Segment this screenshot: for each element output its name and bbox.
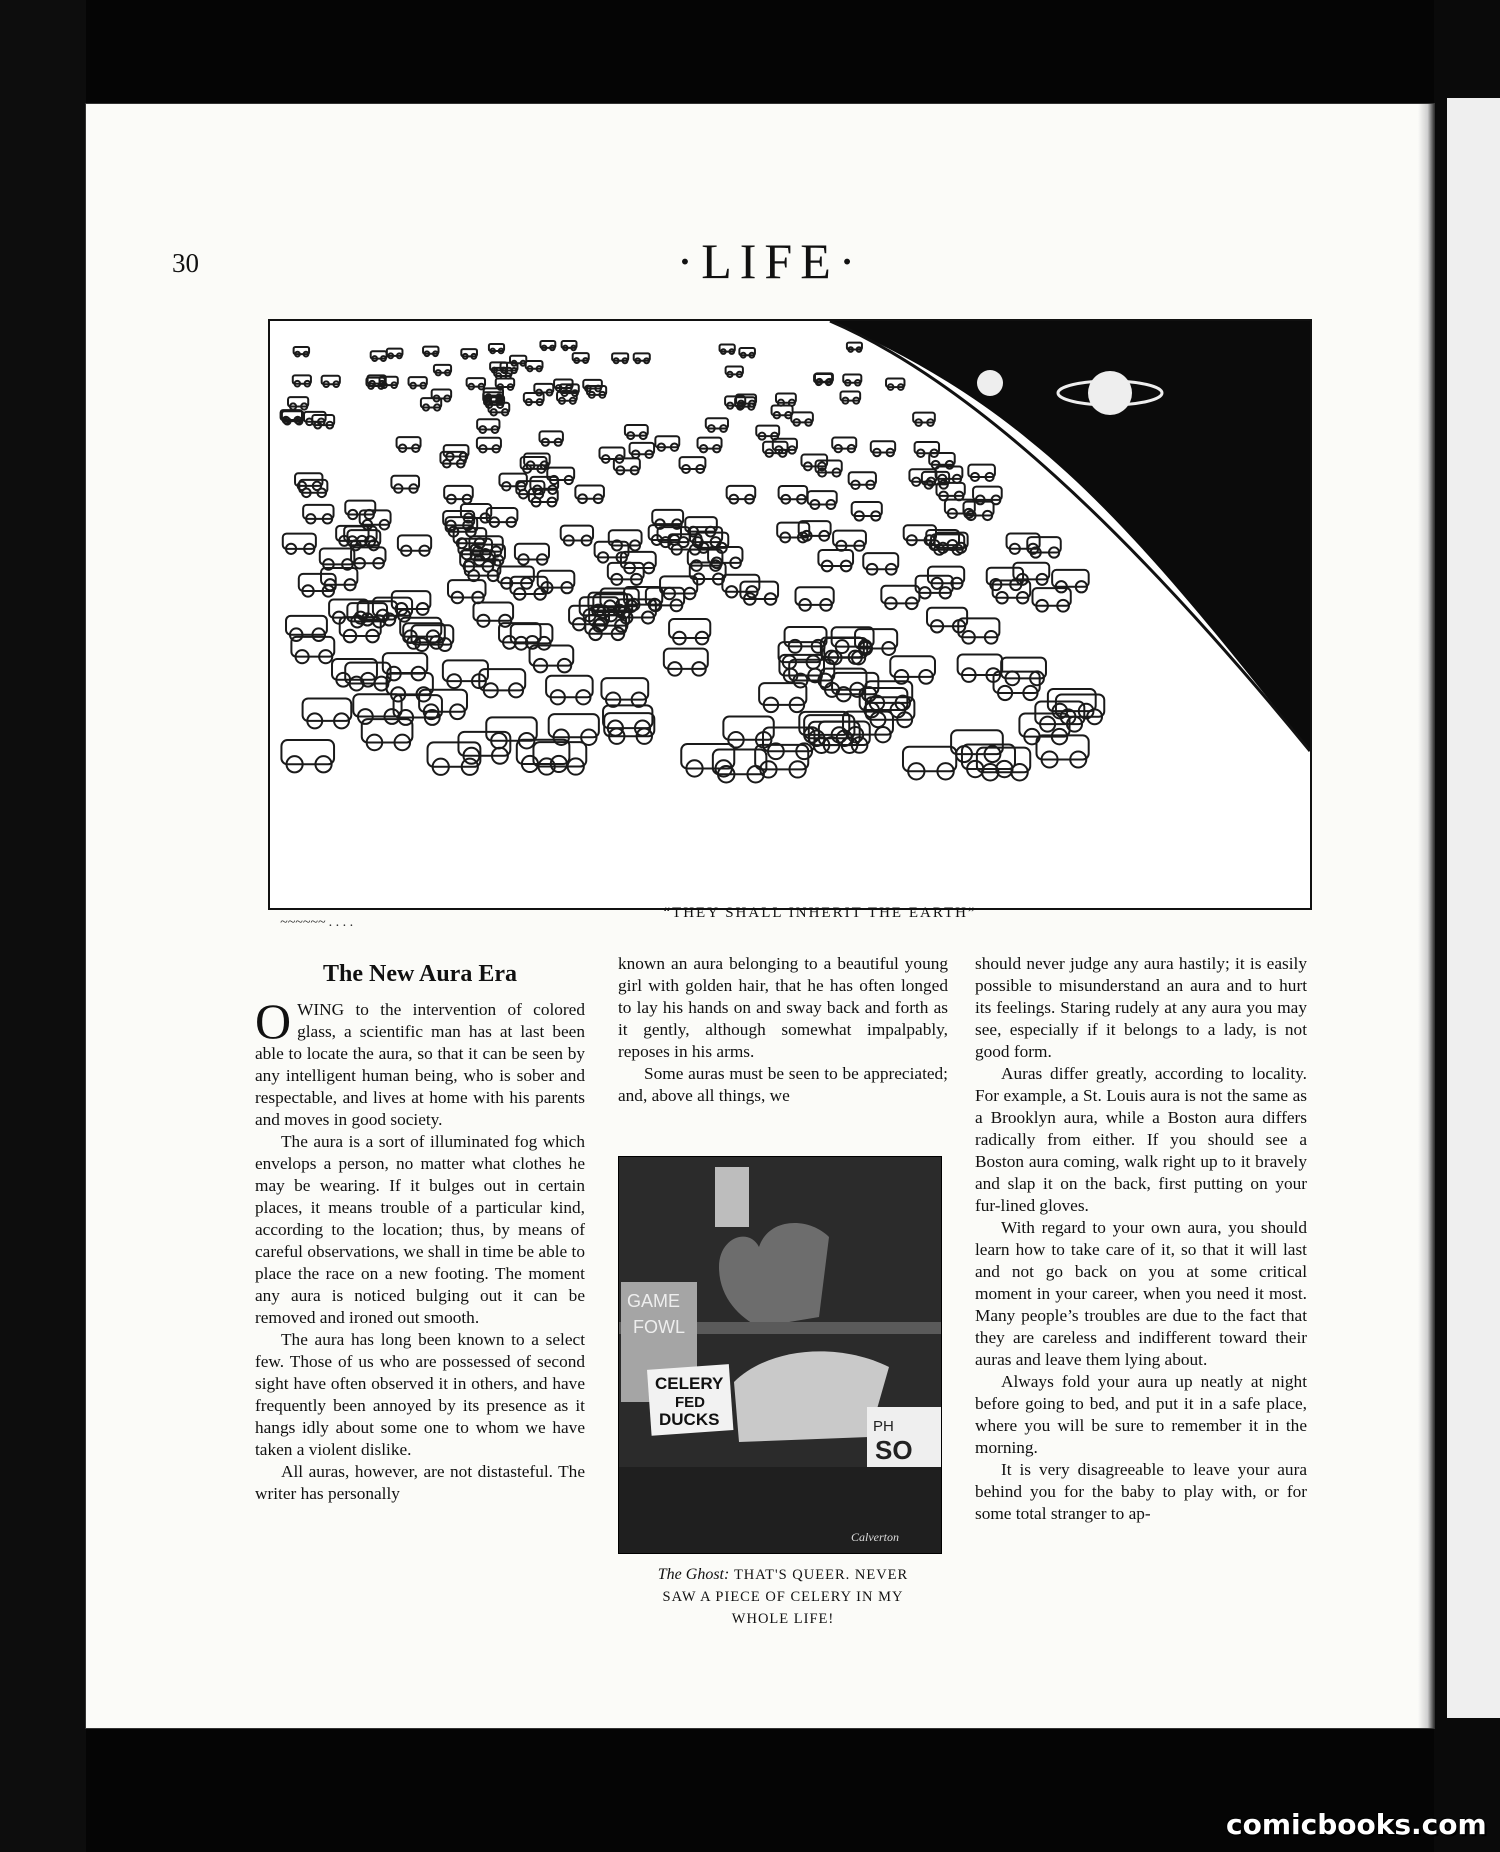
vehicle-sketch bbox=[865, 681, 912, 710]
vehicle-sketch bbox=[599, 447, 624, 462]
vehicle-sketch bbox=[288, 397, 308, 409]
vehicle-sketch bbox=[727, 486, 756, 504]
vehicle-sketch bbox=[833, 531, 866, 551]
vehicle-sketch bbox=[612, 353, 628, 363]
vehicle-sketch bbox=[423, 347, 438, 356]
vehicle-sketch bbox=[634, 353, 650, 363]
vehicle-sketch bbox=[840, 392, 860, 404]
vehicle-sketch bbox=[630, 443, 655, 458]
vehicle-sketch bbox=[927, 608, 967, 633]
paragraph: Always fold your aura up neatly at night before going to bed, and put it in a safe place, where you will be sure to remember it in the morning. bbox=[975, 1372, 1307, 1457]
vehicle-sketch bbox=[515, 544, 549, 565]
vehicle-sketch bbox=[928, 567, 964, 589]
vehicle-sketch bbox=[664, 649, 708, 676]
shop-window-drawing bbox=[619, 1157, 941, 1553]
caption-speaker: The Ghost: bbox=[657, 1566, 730, 1583]
vehicle-sketch bbox=[791, 412, 813, 425]
vehicle-sketch bbox=[863, 553, 898, 575]
vehicle-sketch bbox=[913, 413, 935, 426]
vehicle-sketch bbox=[936, 483, 964, 500]
vehicle-sketch bbox=[573, 353, 589, 363]
vehicle-sketch bbox=[387, 349, 403, 359]
photo-artist-signature: Calverton bbox=[851, 1530, 899, 1544]
vehicle-sketch bbox=[706, 418, 728, 432]
vehicle-sketch bbox=[281, 740, 334, 772]
vehicle-sketch bbox=[849, 472, 876, 489]
facing-page-edge bbox=[1447, 98, 1500, 1718]
vehicle-sketch bbox=[489, 344, 504, 353]
drop-cap: O bbox=[255, 993, 292, 1049]
vehicle-sketch bbox=[601, 678, 648, 707]
paragraph: With regard to your own aura, you should learn how to take care of it, so that it will last and not go back on you at some critical moment in your career, when you need it most. Many people’s troubles are due to the fact that they are careless and indifferent toward their auras and leave them lying about. bbox=[975, 1218, 1307, 1369]
vehicle-sketch bbox=[561, 526, 593, 546]
article-column-1 bbox=[255, 963, 585, 1505]
vehicle-sketch bbox=[723, 717, 773, 748]
vehicle-sketch bbox=[726, 366, 743, 377]
sign-game: GAME bbox=[627, 1291, 681, 1311]
vehicle-sketch bbox=[871, 441, 895, 456]
photo-caption bbox=[618, 1564, 948, 1630]
vehicle-sketch bbox=[467, 378, 485, 389]
vehicle-sketch bbox=[655, 436, 679, 451]
sign-fowl: FOWL bbox=[633, 1317, 685, 1337]
vehicle-sketch bbox=[772, 406, 793, 419]
paragraph: It is very disagreeable to leave your aura behind you for the baby to play with, or for some total stranger to ap- bbox=[975, 1460, 1307, 1523]
vehicle-sketch bbox=[958, 655, 1003, 682]
page-gutter bbox=[1418, 104, 1434, 1728]
vehicle-sketch bbox=[526, 361, 543, 371]
vehicle-sketch bbox=[843, 374, 861, 385]
vehicle-sketch bbox=[1037, 735, 1089, 767]
cartoon-caption: “THEY SHALL INHERIT THE EARTH” bbox=[663, 905, 977, 921]
vehicle-sketch bbox=[903, 747, 956, 780]
vehicle-sketch bbox=[398, 535, 431, 555]
paragraph: Auras differ greatly, according to locality. For example, a St. Louis aura is not the same as a Brooklyn aura, while a Boston aura differs radically from either. If you should see a Boston aura coming, walk right up to it bravely and slap it on the back, first putting on your fur-lined gloves. bbox=[975, 1064, 1307, 1215]
vehicle-sketch bbox=[847, 343, 862, 352]
vehicle-sketch bbox=[756, 426, 779, 440]
vehicle-sketch bbox=[461, 349, 477, 359]
masthead-title: ·LIFE· bbox=[676, 233, 864, 289]
scan-border-left bbox=[0, 0, 86, 1852]
paragraph: known an aura belonging to a beautiful young girl with golden hair, that he has often longed to lay his hands on and sway back and forth as it gently, although somewhat impalpably, reposes in his arms. bbox=[618, 954, 948, 1061]
caption-line: SAW A PIECE OF CELERY IN MY bbox=[662, 1589, 904, 1605]
vehicle-sketch bbox=[968, 465, 995, 481]
vehicle-sketch bbox=[614, 458, 640, 474]
vehicle-sketch bbox=[547, 468, 574, 485]
vehicle-sketch bbox=[669, 619, 710, 644]
vehicle-sketch bbox=[486, 717, 536, 748]
vehicle-sketch bbox=[477, 419, 499, 433]
article-column-3 bbox=[975, 953, 1307, 1525]
paragraph: All auras, however, are not distasteful. The writer has personally bbox=[255, 1462, 585, 1503]
vehicle-sketch bbox=[444, 486, 473, 504]
vehicle-sketch bbox=[1013, 563, 1049, 585]
vehicle-sketch bbox=[886, 379, 904, 390]
vehicle-sketch bbox=[546, 676, 593, 705]
vehicle-sketch bbox=[819, 722, 870, 753]
paragraph: The aura has long been known to a select few. Those of us who are possessed of second sight have often observed it in others, and have frequently been annoyed by its presence as it hangs idly about some one to whom we have taken a violent dislike. bbox=[255, 1330, 585, 1459]
caption-line: THAT'S QUEER. NEVER bbox=[733, 1567, 909, 1583]
site-watermark: comicbooks.com bbox=[1226, 1808, 1487, 1841]
vehicle-sketch bbox=[477, 438, 501, 453]
vehicle-sketch bbox=[698, 438, 722, 453]
vehicle-sketch bbox=[890, 656, 935, 684]
vehicle-sketch bbox=[808, 491, 837, 509]
vehicle-sketch bbox=[915, 442, 939, 457]
vehicle-sketch bbox=[303, 505, 333, 524]
vehicle-sketch bbox=[320, 548, 355, 569]
article-title: The New Aura Era bbox=[323, 961, 517, 987]
vehicle-sketch bbox=[530, 645, 574, 672]
vehicle-sketch bbox=[391, 476, 419, 493]
paragraph: Some auras must be seen to be appreciated; and, above all things, we bbox=[618, 1064, 948, 1105]
vehicle-sketch bbox=[371, 351, 387, 361]
cartoon-drawing bbox=[270, 321, 1310, 908]
vehicle-sketch bbox=[796, 587, 834, 610]
vehicle-sketch bbox=[294, 347, 309, 357]
vehicle-sketch bbox=[881, 586, 919, 609]
vehicle-sketch bbox=[283, 534, 316, 554]
vehicle-sketch bbox=[562, 341, 577, 350]
vehicle-sketch bbox=[818, 550, 853, 571]
vehicle-sketch bbox=[322, 376, 340, 387]
sign-fed: FED bbox=[675, 1394, 705, 1411]
vehicle-sketch bbox=[499, 474, 526, 491]
sign-so: SO bbox=[875, 1435, 913, 1465]
vehicle-sketch bbox=[776, 394, 796, 406]
vehicle-sketch bbox=[321, 568, 357, 590]
vehicle-sketch bbox=[533, 742, 586, 775]
vehicle-sketch bbox=[720, 345, 735, 354]
page-number: 30 bbox=[172, 248, 199, 278]
vehicle-sketch bbox=[779, 486, 808, 504]
vehicle-sketch bbox=[409, 377, 427, 388]
vehicle-sketch bbox=[387, 673, 433, 701]
vehicle-sketch bbox=[540, 341, 555, 350]
cartoon-signature: ~~~~~~ . . . . bbox=[280, 915, 354, 930]
sign-ph: PH bbox=[873, 1418, 894, 1435]
vehicle-sketch bbox=[852, 502, 882, 521]
sign-celery: CELERY bbox=[655, 1374, 724, 1393]
vehicle-sketch bbox=[448, 580, 486, 603]
vehicle-sketch bbox=[680, 457, 706, 473]
article-column-2 bbox=[618, 953, 948, 1107]
vehicle-sketch bbox=[608, 563, 644, 585]
paragraph: The aura is a sort of illuminated fog which envelops a person, no matter what clothes he may be wearing. If it bulges out in certain places, it means trouble of a particular kind, according to the location; thus, by means of careful observations, we shall in time be able to place the race on a new footing. The moment any aura is noticed bulging out it can be removed and ironed out smooth. bbox=[255, 1132, 585, 1327]
cartoon-illustration bbox=[268, 319, 1312, 910]
vehicle-sketch bbox=[625, 425, 648, 439]
sign-ducks: DUCKS bbox=[659, 1410, 720, 1429]
paragraph: should never judge any aura hastily; it is easily possible to misunderstand an aura and to hurt its feelings. Staring rudely at any aura you may see, especially if it belongs to a lady, is not good form. bbox=[975, 954, 1307, 1061]
vehicle-sketch bbox=[575, 486, 604, 504]
vehicle-sketch bbox=[832, 438, 856, 453]
vehicle-sketch bbox=[293, 375, 311, 386]
vehicle-sketch bbox=[609, 530, 642, 550]
vehicle-sketch bbox=[397, 437, 421, 452]
vehicle-sketch bbox=[539, 431, 562, 445]
vehicle-sketch bbox=[434, 365, 451, 376]
vehicle-sketch bbox=[303, 698, 352, 728]
vehicle-sketch bbox=[739, 348, 755, 358]
vehicle-sketch bbox=[443, 660, 488, 688]
ghost-photo-illustration bbox=[618, 1156, 942, 1554]
caption-line: WHOLE LIFE! bbox=[731, 1611, 835, 1627]
paragraph: OWING to the intervention of colored glass, a scientific man has at last been able to locate the aura, so that it can be seen by any intelligent human being, who is sober and respectable, and lives at home with his parents and moves in good society. bbox=[255, 993, 585, 1129]
vehicle-sketch bbox=[713, 750, 767, 783]
